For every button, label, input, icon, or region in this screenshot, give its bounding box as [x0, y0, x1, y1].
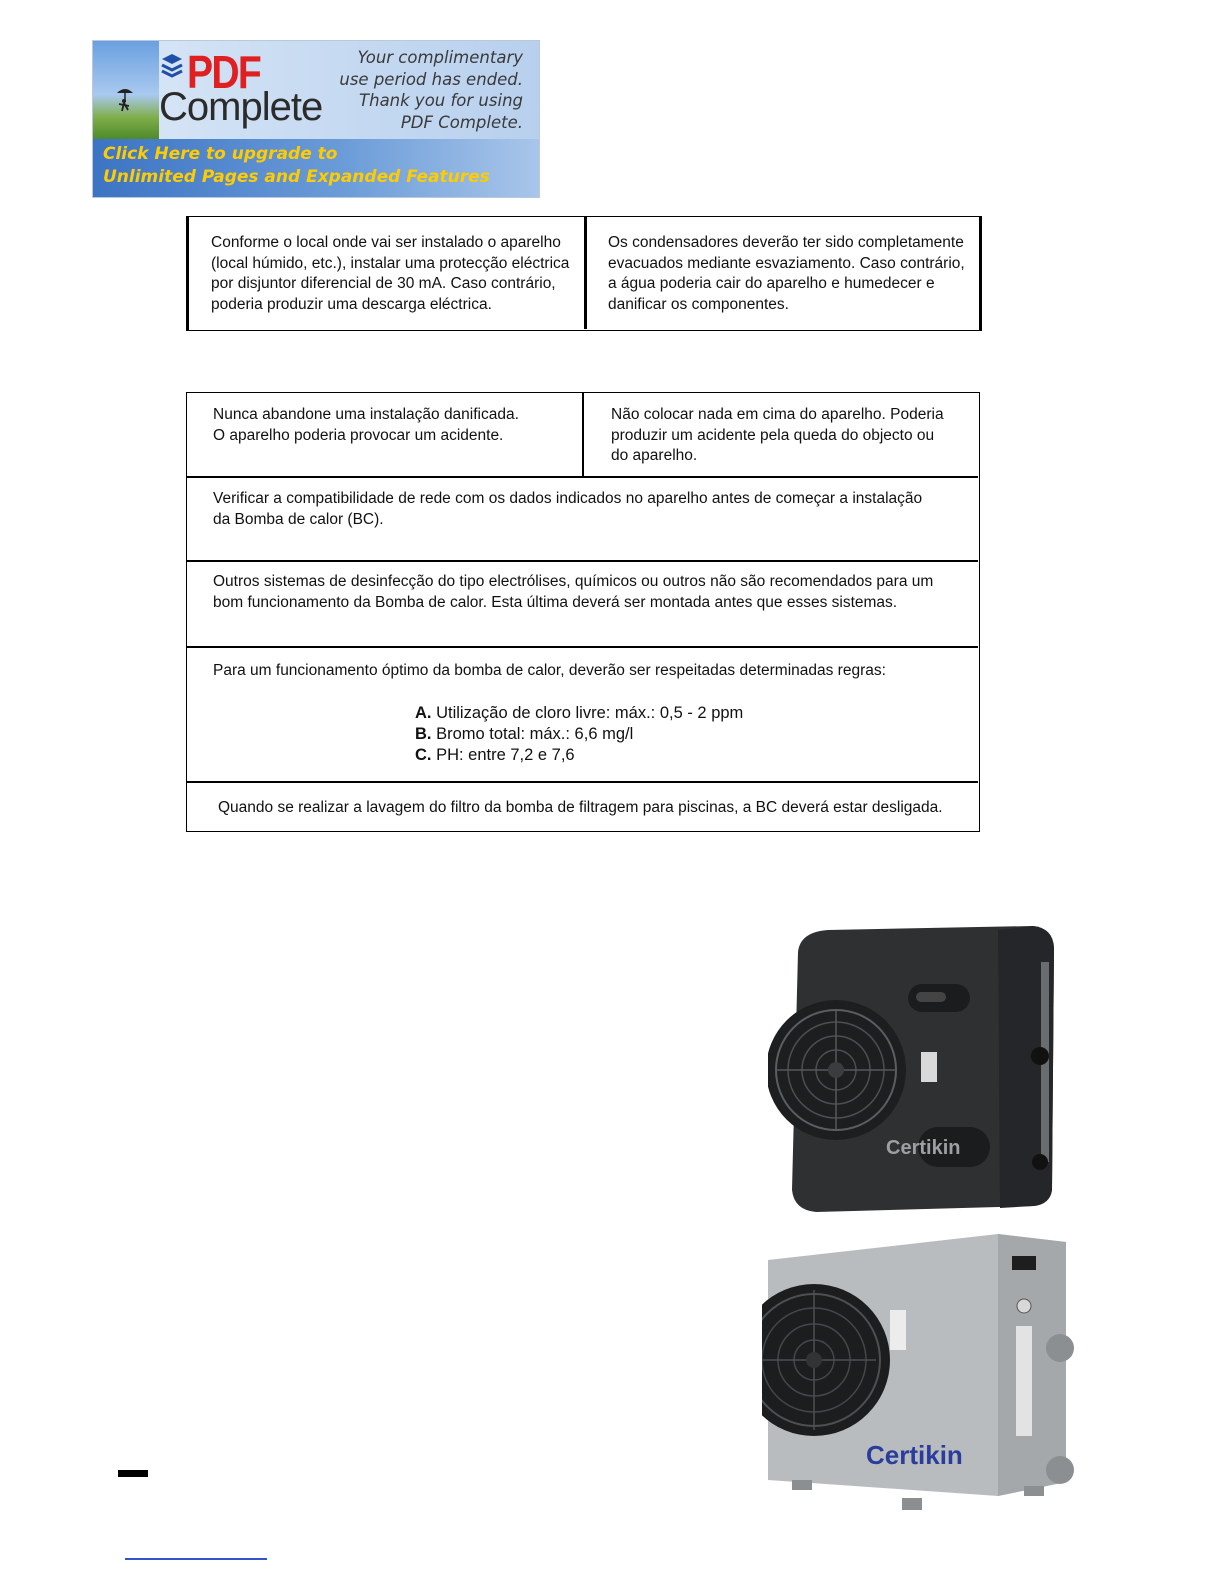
- brand-label-dark: Certikin: [886, 1137, 961, 1159]
- heat-pump-silver-image: [762, 1230, 1080, 1522]
- umbrella-figure-icon: [115, 85, 135, 115]
- banner-message-line: PDF Complete.: [400, 112, 523, 132]
- warning-damaged-installation: [213, 405, 578, 446]
- text-line: da Bomba de calor (BC).: [213, 510, 384, 528]
- upgrade-cta[interactable]: [103, 143, 490, 189]
- rule-letter: B.: [415, 725, 432, 743]
- layers-logo-icon: [159, 51, 185, 85]
- banner-message-line: Thank you for using: [359, 91, 523, 110]
- banner-photo: [93, 41, 159, 139]
- rule-item: [415, 703, 743, 724]
- upgrade-cta-line[interactable]: Unlimited Pages and Expanded Features: [103, 167, 490, 187]
- rule-text: Utilização de cloro livre: máx.: 0,5 - 2 ppm: [436, 704, 744, 722]
- text-line: produzir um acidente pela queda do objecto ou: [611, 426, 935, 444]
- row-divider: [187, 560, 978, 562]
- text-line: danificar os componentes.: [608, 295, 789, 313]
- text-line: Outros sistemas de desinfecção do tipo electrólises, químicos ou outros não são recomendados para um: [213, 573, 934, 590]
- row-divider: [187, 476, 978, 478]
- text-line: Os condensadores deverão ter sido completamente: [608, 234, 964, 251]
- text-line: por disjuntor diferencial de 30 mA. Caso contrário,: [211, 275, 556, 292]
- text-line: Conforme o local onde vai ser instalado o aparelho: [211, 234, 561, 251]
- rule-text: Bromo total: máx.: 6,6 mg/l: [436, 725, 634, 743]
- water-rules-list: [415, 703, 743, 766]
- upgrade-banner[interactable]: [92, 40, 540, 198]
- banner-message-line: use period has ended.: [339, 69, 523, 89]
- warning-table-1: [186, 216, 982, 331]
- brand-label-silver: Certikin: [866, 1440, 963, 1470]
- warning-table-2: [186, 392, 980, 832]
- banner-message-line: Your complimentary: [357, 48, 523, 67]
- text-line: a água poderia cair do aparelho e humedecer e: [608, 275, 935, 292]
- heat-pump-dark-image: [768, 922, 1058, 1222]
- warning-electrical-protection: [211, 233, 579, 315]
- table-divider: [582, 393, 584, 476]
- text-line: do aparelho.: [611, 447, 698, 464]
- rule-letter: A.: [415, 704, 432, 722]
- text-line: Verificar a compatibilidade de rede com os dados indicados no aparelho antes de começar a instalação: [213, 490, 923, 507]
- rules-intro: Para um funcionamento óptimo da bomba de calor, deverão ser respeitadas determinadas regras:: [213, 662, 886, 679]
- text-line: bom funcionamento da Bomba de calor. Esta última deverá ser montada antes que esses sistemas.: [213, 593, 898, 611]
- warning-condensers: [608, 233, 978, 315]
- rule-item: [415, 724, 743, 745]
- footer-link-underline[interactable]: [125, 1558, 267, 1560]
- banner-top-panel: [93, 41, 540, 139]
- text-line: O aparelho poderia provocar um acidente.: [213, 426, 504, 444]
- text-line: poderia produzir uma descarga eléctrica.: [211, 295, 492, 313]
- upgrade-link[interactable]: [93, 139, 540, 198]
- text-line: Nunca abandone uma instalação danificada.: [213, 406, 519, 423]
- page-marker: [118, 1470, 148, 1477]
- text-line: evacuados mediante esvaziamento. Caso contrário,: [608, 254, 965, 272]
- text-line: (local húmido, etc.), instalar uma protecção eléctrica: [211, 254, 570, 272]
- warning-filter-washing: Quando se realizar a lavagem do filtro da bomba de filtragem para piscinas, a BC deverá estar desligada.: [218, 799, 943, 816]
- warning-nothing-on-top: [611, 405, 976, 467]
- text-line: Não colocar nada em cima do aparelho. Poderia: [611, 406, 944, 423]
- table-divider: [584, 217, 587, 329]
- row-divider: [187, 646, 978, 648]
- rule-text: PH: entre 7,2 e 7,6: [436, 746, 575, 764]
- logo-pdf-text: PDF: [187, 46, 261, 98]
- upgrade-cta-line[interactable]: Click Here to upgrade to: [103, 144, 338, 164]
- rule-item: [415, 745, 743, 766]
- banner-message: [339, 47, 523, 133]
- row-divider: [187, 781, 978, 783]
- warning-network-compatibility: [213, 489, 973, 530]
- logo-complete-text: Complete: [159, 85, 323, 129]
- rule-letter: C.: [415, 746, 432, 764]
- warning-disinfection-systems: [213, 572, 975, 613]
